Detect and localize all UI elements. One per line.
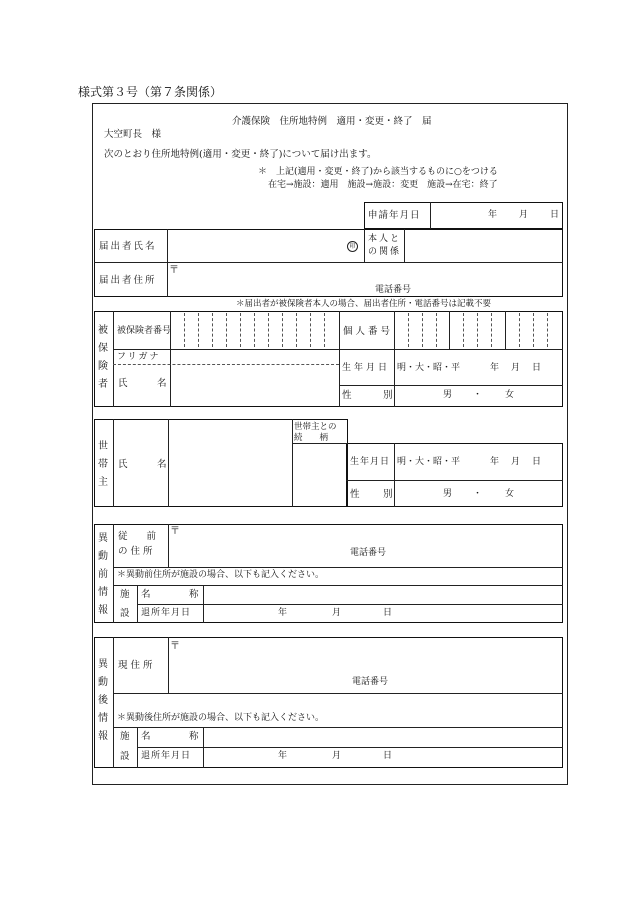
applicant-name-label: 届出者氏名 xyxy=(99,241,157,252)
after-postal-mark: 〒 xyxy=(170,641,180,652)
after-facility-label-2: 設 xyxy=(120,751,130,762)
insured-name-label-a: 氏 xyxy=(118,378,128,389)
before-leave-year: 年 xyxy=(278,608,288,618)
insured-birth-year: 年 xyxy=(490,363,500,373)
householder-section-label: 世 帯 主 xyxy=(98,441,108,488)
insured-birthdate-label: 生年月日 xyxy=(342,363,391,373)
divider xyxy=(364,229,365,262)
before-note: ＊異動前住所が施設の場合、以下も記入ください。 xyxy=(117,570,325,580)
householder-dot: ・ xyxy=(473,489,483,499)
before-section-label: 異 動 前 情 報 xyxy=(98,533,108,616)
note-type-legend: 在宅→施設：適用 施設→施設：変更 施設→在宅：終了 xyxy=(268,180,498,190)
apply-month: 月 xyxy=(519,210,529,220)
householder-eras: 明・大・昭・平 xyxy=(397,457,461,467)
digit-separator xyxy=(324,313,325,347)
divider xyxy=(113,419,114,507)
before-facility-label-1: 施 xyxy=(120,589,130,600)
divider xyxy=(346,480,563,481)
prev-address-label-1: 従 前 xyxy=(118,531,157,542)
before-phone-label: 電話番号 xyxy=(350,548,387,558)
insured-birth-month: 月 xyxy=(511,363,521,373)
divider xyxy=(113,693,563,694)
divider xyxy=(203,727,204,768)
before-leave-day: 日 xyxy=(383,608,393,618)
after-leave-day: 日 xyxy=(383,751,393,761)
digit-separator xyxy=(268,313,269,347)
insured-name-label-b: 名 xyxy=(157,378,167,389)
householder-gender-label-a: 性 xyxy=(350,489,360,500)
digit-separator xyxy=(422,313,423,347)
digit-separator xyxy=(477,313,478,347)
insured-number-label: 被保険者番号 xyxy=(117,326,172,336)
divider xyxy=(168,637,169,693)
digit-separator xyxy=(198,313,199,347)
householder-relation-label-2: 続 柄 xyxy=(294,433,329,443)
divider xyxy=(168,524,169,567)
before-leave-date-label: 退所年月日 xyxy=(141,608,192,618)
digit-separator xyxy=(533,313,534,347)
insured-gender-label-a: 性 xyxy=(342,390,352,401)
divider xyxy=(404,229,405,262)
after-leave-date-label: 退所年月日 xyxy=(141,751,192,761)
after-leave-month: 月 xyxy=(332,751,342,761)
divider xyxy=(137,604,563,605)
divider xyxy=(167,229,168,297)
digit-separator xyxy=(310,313,311,347)
prev-address-label-2: の 住 所 xyxy=(118,546,153,557)
furigana-label: フリガナ xyxy=(117,352,161,362)
form-title: 介護保険 住所地特例 適用・変更・終了 届 xyxy=(232,116,432,127)
digit-separator xyxy=(240,313,241,347)
digit-separator xyxy=(282,313,283,347)
applicant-phone-label: 電話番号 xyxy=(375,285,412,295)
applicant-note: ＊届出者が被保険者本人の場合、届出者住所・電話番号は記載不要 xyxy=(236,299,492,309)
divider xyxy=(339,349,563,350)
householder-name-label-a: 氏 xyxy=(118,459,128,470)
insured-section-label: 被 保 険 者 xyxy=(98,325,108,390)
householder-gender-label-b: 別 xyxy=(383,489,393,500)
divider xyxy=(113,637,114,768)
seal-mark: 印 xyxy=(347,241,358,252)
divider xyxy=(113,364,339,365)
householder-right-box xyxy=(346,443,563,507)
intro-text: 次のとおり住所地特例(適用・変更・終了)について届け出ます。 xyxy=(104,149,377,160)
householder-birthdate-label: 生年月日 xyxy=(350,457,391,467)
householder-birth-month: 月 xyxy=(511,457,521,467)
divider xyxy=(168,419,169,507)
before-facility-name-label-b: 称 xyxy=(189,589,199,600)
addressee: 大空町長 様 xyxy=(104,129,162,140)
divider xyxy=(394,311,395,407)
digit-separator xyxy=(184,313,185,347)
apply-year: 年 xyxy=(488,210,498,220)
apply-day: 日 xyxy=(550,210,560,220)
digit-separator xyxy=(296,313,297,347)
divider xyxy=(394,443,395,507)
note-circle-instruction: ＊ 上記(適用・変更・終了)から該当するものに○をつける xyxy=(258,167,498,177)
insured-female: 女 xyxy=(505,390,515,400)
applicant-address-label: 届出者住所 xyxy=(99,275,157,286)
divider xyxy=(113,585,563,586)
householder-relation-label-1: 世帯主との xyxy=(294,422,337,432)
divider xyxy=(94,262,563,263)
divider xyxy=(137,727,138,768)
applicant-box xyxy=(94,229,563,297)
digit-separator xyxy=(408,313,409,347)
digit-separator xyxy=(436,313,437,347)
insured-dot: ・ xyxy=(473,390,483,400)
after-facility-name-label-a: 名 xyxy=(141,731,151,742)
divider xyxy=(339,385,563,386)
after-section-label: 異 動 後 情 報 xyxy=(98,659,108,742)
digit-separator xyxy=(519,313,520,347)
divider xyxy=(292,419,293,507)
after-leave-year: 年 xyxy=(278,751,288,761)
before-facility-name-label-a: 名 xyxy=(141,589,151,600)
after-phone-label: 電話番号 xyxy=(352,677,389,687)
divider xyxy=(449,311,450,349)
form-id: 様式第３号（第７条関係） xyxy=(78,85,223,99)
before-leave-month: 月 xyxy=(332,608,342,618)
apply-date-label: 申請年月日 xyxy=(368,210,421,221)
insured-male: 男 xyxy=(443,390,453,400)
householder-birth-day: 日 xyxy=(532,457,542,467)
after-note: ＊異動後住所が施設の場合、以下も記入ください。 xyxy=(117,713,325,723)
insured-birth-day: 日 xyxy=(532,363,542,373)
householder-birth-year: 年 xyxy=(490,457,500,467)
divider xyxy=(137,585,138,623)
divider xyxy=(137,747,563,748)
divider xyxy=(113,349,339,350)
householder-female: 女 xyxy=(505,489,515,499)
personal-number-label: 個人番号 xyxy=(343,326,394,337)
divider xyxy=(113,311,114,407)
divider xyxy=(292,443,348,444)
digit-separator xyxy=(463,313,464,347)
postal-mark: 〒 xyxy=(169,265,179,276)
householder-name-label-b: 名 xyxy=(157,459,167,470)
divider xyxy=(505,311,506,349)
after-move-box xyxy=(94,637,563,768)
after-facility-label-1: 施 xyxy=(120,731,130,742)
before-facility-label-2: 設 xyxy=(120,608,130,619)
digit-separator xyxy=(491,313,492,347)
insured-eras: 明・大・昭・平 xyxy=(397,363,461,373)
current-address-label: 現 住 所 xyxy=(118,660,153,671)
householder-male: 男 xyxy=(443,489,453,499)
digit-separator xyxy=(226,313,227,347)
digit-separator xyxy=(212,313,213,347)
insured-gender-label-b: 別 xyxy=(383,390,393,401)
after-facility-name-label-b: 称 xyxy=(189,731,199,742)
divider xyxy=(203,585,204,623)
divider xyxy=(113,567,563,568)
divider xyxy=(430,202,431,229)
digit-separator xyxy=(254,313,255,347)
before-postal-mark: 〒 xyxy=(170,526,180,537)
relation-label-2: の関係 xyxy=(368,247,402,257)
relation-label-1: 本人と xyxy=(368,234,402,244)
divider xyxy=(113,524,114,623)
divider xyxy=(339,311,340,407)
divider xyxy=(113,727,563,728)
digit-separator xyxy=(547,313,548,347)
